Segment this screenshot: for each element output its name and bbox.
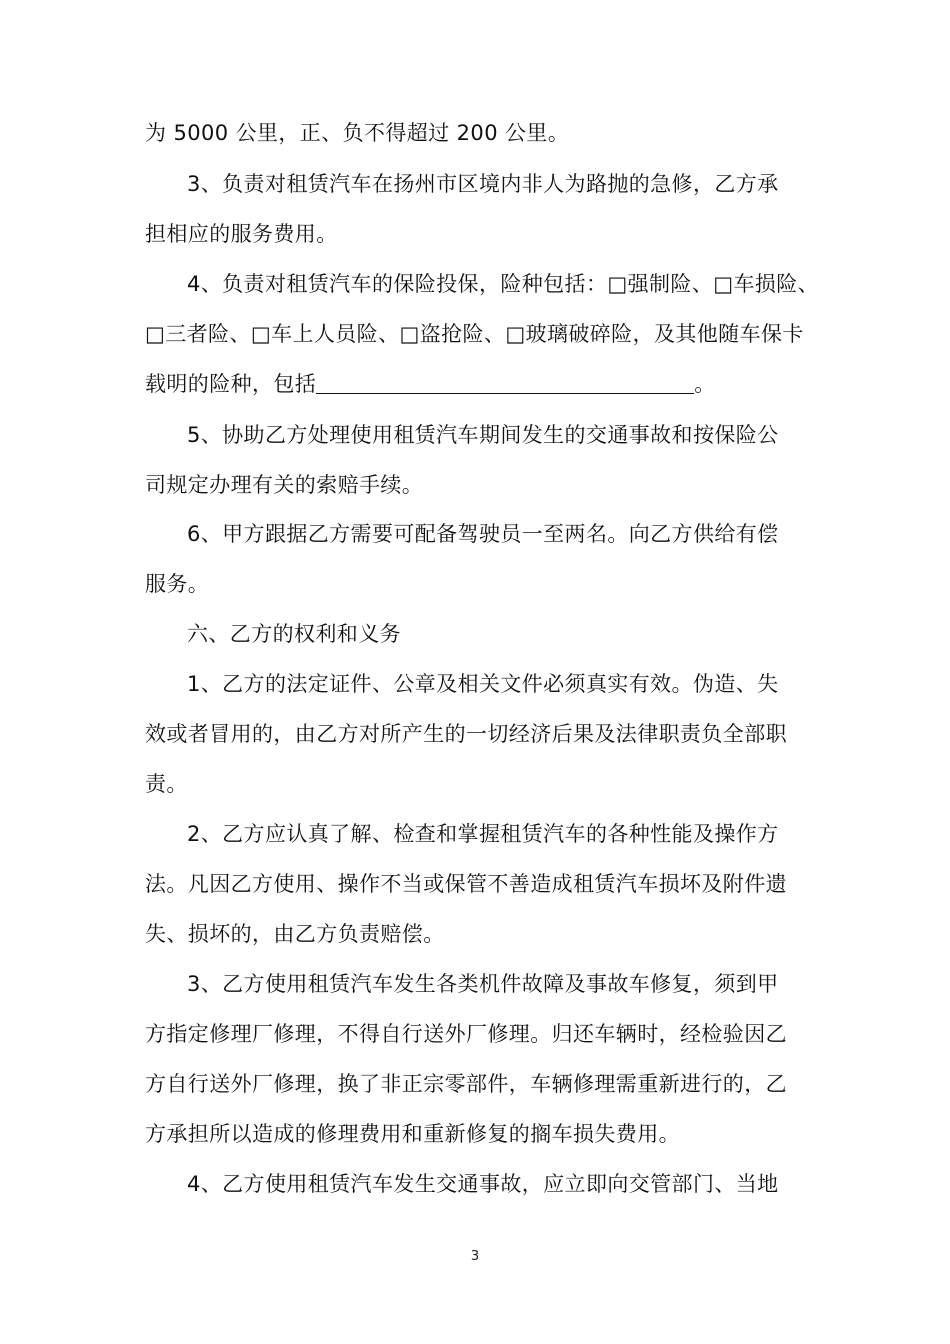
text-line: 6、甲方跟据乙方需要可配备驾驶员一至两名。向乙方供给有偿 bbox=[187, 522, 779, 546]
text-line: 司规定办理有关的索赔手续。 bbox=[145, 473, 424, 497]
text-line: 1、乙方的法定证件、公章及相关文件必须真实有效。伪造、失 bbox=[187, 672, 779, 696]
text-line: □三者险、□车上人员险、□盗抢险、□玻璃破碎险，及其他随车保卡 bbox=[145, 322, 804, 346]
text-line: 效或者冒用的，由乙方对所产生的一切经济后果及法律职责负全部职 bbox=[145, 722, 787, 746]
text-segment: 载明的险种，包括 bbox=[145, 372, 317, 396]
section-heading: 六、乙方的权利和义务 bbox=[187, 622, 401, 646]
page-number: 3 bbox=[470, 1249, 480, 1264]
text-line: 责。 bbox=[145, 772, 188, 796]
text-line: 方承担所以造成的修理费用和重新修复的搁车损失费用。 bbox=[145, 1122, 680, 1146]
text-line: 2、乙方应认真了解、检查和掌握租赁汽车的各种性能及操作方 bbox=[187, 822, 779, 846]
text-line: 方指定修理厂修理，不得自行送外厂修理。归还车辆时，经检验因乙 bbox=[145, 1022, 787, 1046]
text-line: 3、乙方使用租赁汽车发生各类机件故障及事故车修复，须到甲 bbox=[187, 972, 779, 996]
text-line: 4、乙方使用租赁汽车发生交通事故，应立即向交管部门、当地 bbox=[187, 1172, 779, 1196]
text-line: 方自行送外厂修理，换了非正宗零部件，车辆修理需重新进行的，乙 bbox=[145, 1072, 787, 1096]
text-line: 为 5000 公里，正、负不得超过 200 公里。 bbox=[145, 121, 570, 145]
text-line: 服务。 bbox=[145, 572, 210, 596]
text-line: 担相应的服务费用。 bbox=[145, 222, 338, 246]
fill-in-blank bbox=[316, 371, 694, 394]
text-line: 3、负责对租赁汽车在扬州市区境内非人为路抛的急修，乙方承 bbox=[187, 172, 779, 196]
text-line: 失、损坏的，由乙方负责赔偿。 bbox=[145, 922, 445, 946]
text-line: 法。凡因乙方使用、操作不当或保管不善造成租赁汽车损坏及附件遗 bbox=[145, 872, 787, 896]
text-line: 4、负责对租赁汽车的保险投保，险种包括：□强制险、□车损险、 bbox=[187, 272, 820, 296]
text-line: 5、协助乙方处理使用租赁汽车期间发生的交通事故和按保险公 bbox=[187, 423, 779, 447]
text-line-with-blank bbox=[145, 369, 716, 399]
text-segment: 。 bbox=[694, 372, 716, 396]
